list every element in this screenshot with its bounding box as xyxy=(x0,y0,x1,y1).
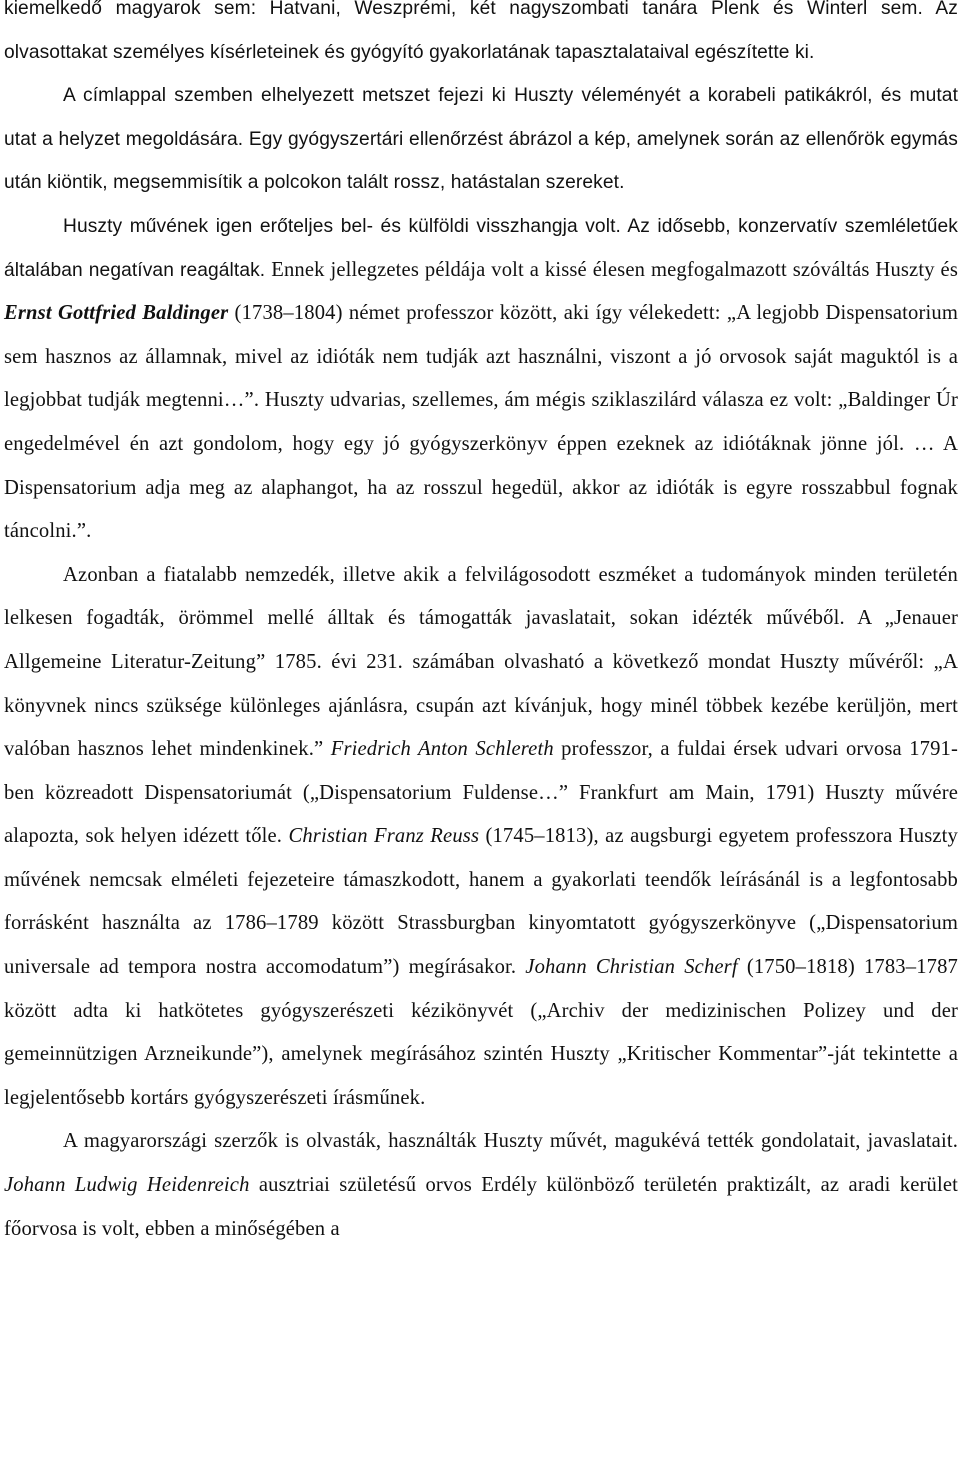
paragraph-2 xyxy=(4,74,958,205)
person-name-schlereth: Friedrich Anton Schlereth xyxy=(330,738,554,761)
text-run: (1750–1818) 1783–1787 között adta ki hatkötetes gyógyszerészeti kézikönyvét („Archiv der medizinischen Polizey und der gemeinnützigen Arzneikunde”), amelynek megírásához szintén Huszty „Kritischer Kommentar”-ját tekintette a legjelentősebb kortárs gyógyszerészeti írásműnek. xyxy=(4,956,958,1109)
text-run: ausztriai születésű orvos Erdély különböző területén praktizált, az aradi kerület főorvosa is volt, ebben a minőségében a xyxy=(4,1174,958,1240)
paragraph-5 xyxy=(4,1120,958,1251)
text-run: Azonban a fiatalabb nemzedék, illetve akik a felvilágosodott eszméket a tudományok minden területén lelkesen fogadták, örömmel mellé álltak és támogatták javaslatait, sokan idézték művéből. A „Jenauer Allgemeine Literatur-Zeitung” 1785. évi 231. számában olvasható a következő mondat Huszty művéről: „A könyvnek nincs szüksége különleges ajánlásra, csupán azt kívánjuk, hogy minél többek kezébe kerüljön, mert valóban hasznos lehet mindenkinek.” xyxy=(4,563,958,761)
text-run: Huszty művének igen erőteljes bel- és külföldi visszhangja volt. Az idősebb, konzervatív szemléletűek általában negatívan reagáltak. xyxy=(4,215,958,281)
person-name-heidenreich: Johann Ludwig Heidenreich xyxy=(4,1174,250,1197)
paragraph-4 xyxy=(4,554,958,1121)
person-name-scherf: Johann Christian Scherf xyxy=(525,956,738,979)
text-run: A magyarországi szerzők is olvasták, használták Huszty művét, magukévá tették gondolatait, javaslatait. xyxy=(63,1130,958,1153)
text-run: kiemelkedő magyarok sem: Hatvani, Weszprémi, két nagyszombati tanára Plenk és Winterl sem. Az olvasottakat személyes kísérleteinek és gyógyító gyakorlatának tapasztalataival egészítette ki. xyxy=(4,0,958,63)
text-run: Ennek jellegzetes példája volt a kissé élesen megfogalmazott szóváltás Huszty és xyxy=(271,258,958,281)
text-run: A címlappal szemben elhelyezett metszet fejezi ki Huszty véleményét a korabeli patikákról, és mutat utat a helyzet megoldására. Egy gyógyszertári ellenőrzést ábrázol a kép, amelynek során az ellenőrök egymás után kiöntik, megsemmisítik a polcokon talált rossz, hatástalan szereket. xyxy=(4,85,958,194)
text-run: professzor, a fuldai érsek udvari orvosa 1791-ben közreadott Dispensatoriumát („Dispensatorium Fuldense…” Frankfurt am Main, 1791) Huszty művére alapozta, sok helyen idézett tőle. xyxy=(4,738,958,848)
person-name-baldinger: Ernst Gottfried Baldinger xyxy=(4,302,229,325)
paragraph-3 xyxy=(4,205,958,554)
text-run: (1745–1813), az augsburgi egyetem professzora Huszty művének nemcsak elméleti fejezeteire támaszkodott, hanem a gyakorlati teendők leírásánál is a legfontosabb forrásként használta az 1786–1789 között Strassburgban kinyomtatott gyógyszerkönyve („Dispensatorium universale ad tempora nostra accomodatum”) megírásakor. xyxy=(4,825,958,979)
text-run: (1738–1804) német professzor között, aki így vélekedett: „A legjobb Dispensatorium sem hasznos az államnak, mivel az idióták nem tudják azt használni, viszont a jó orvosok saját maguktól is a legjobbat tudják megtenni…”. Huszty udvarias, szellemes, ám mégis sziklaszilárd válasza ez volt: „Baldinger Úr engedelmével én azt gondolom, hogy egy jó gyógyszerkönyv éppen ezeknek az idiótáknak jönne jól. … A Dispensatorium adja meg az alaphangot, ha az rosszul hegedül, akkor az idióták is egyre rosszabbul fognak táncolni.”. xyxy=(4,302,958,543)
person-name-reuss: Christian Franz Reuss xyxy=(288,825,480,848)
paragraph-1 xyxy=(4,0,958,74)
